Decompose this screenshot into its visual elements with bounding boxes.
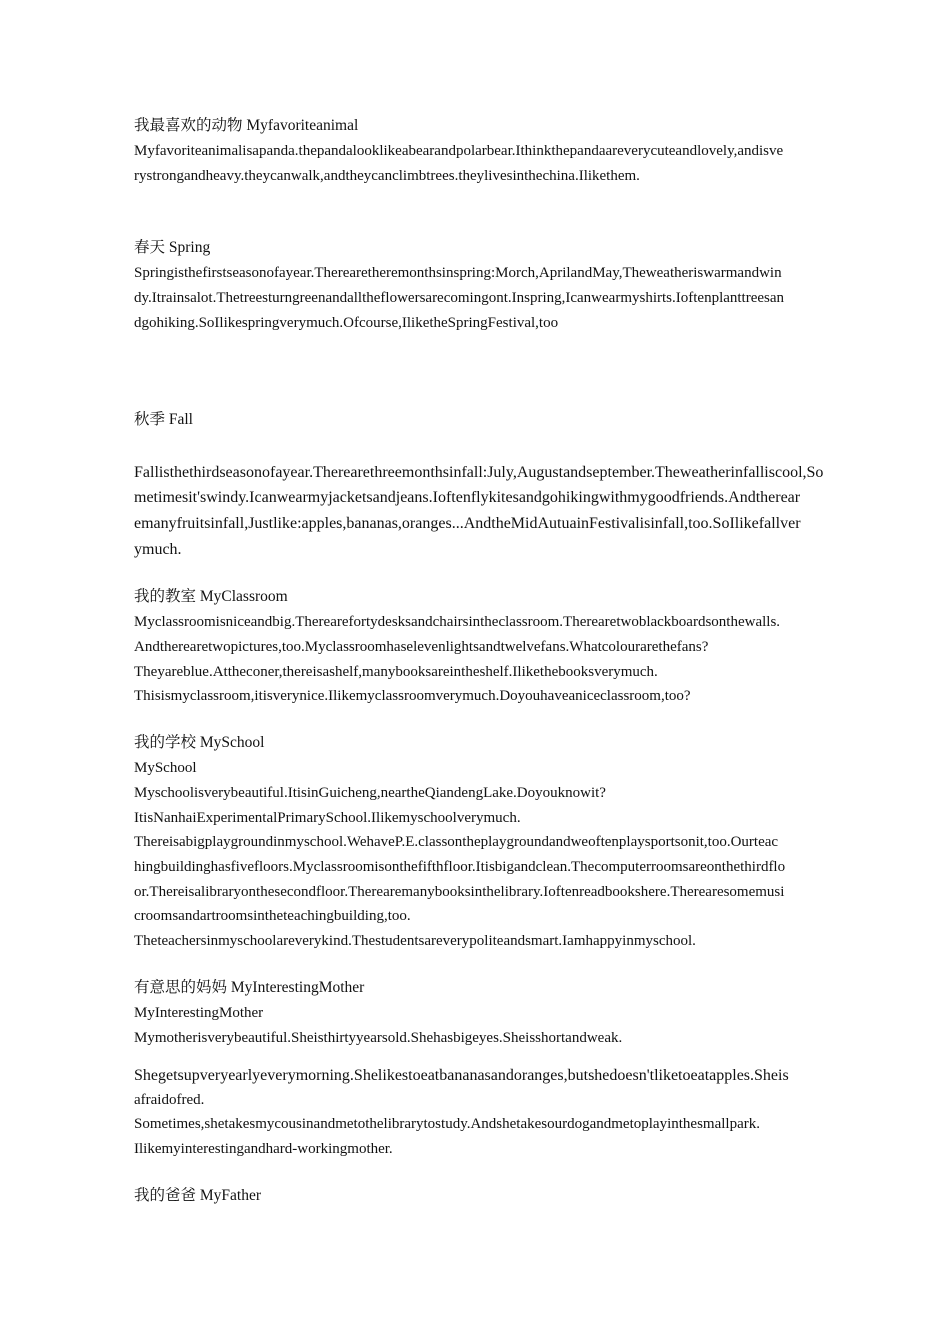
paragraph-line: Thereisabigplaygroundinmyschool.WehaveP.E.classontheplaygroundandweoftenplaysportsonit,too.Ourteac [134,834,779,850]
paragraph-line: dy.Itrainsalot.Thetreesturngreenandalltheflowersarecomingont.Inspring,Icanwearmyshirts.Ioftenplanttreesan [134,290,785,306]
paragraph-line: Springisthefirstseasonofayear.Therearetheremonthsinspring:Morch,AprilandMay,Theweatheriswarmandwin [134,265,782,281]
paragraph-line: Thisismyclassroom,itisverynice.Ilikemyclassroomverymuch.Doyouhaveaniceclassroom,too? [134,688,691,704]
paragraph-line: Theyareblue.Attheconer,thereisashelf,manybooksareintheshelf.Ilikethebooksverymuch. [134,664,658,680]
paragraph-line: Andtherearetwopictures,too.Myclassroomhaselevenlightsandtwelvefans.Whatcolourarethefans? [134,639,709,655]
paragraph-line: MySchool [134,760,197,776]
paragraph-line: MyInterestingMother [134,1005,264,1021]
section-title-favorite-animal: 我最喜欢的动物 Myfavoriteanimal [134,117,359,134]
paragraph-line: Theteachersinmyschoolareverykind.Thestudentsareverypoliteandsmart.Iamhappyinmyschool. [134,933,696,949]
section-title-fall: 秋季 Fall [134,411,193,428]
paragraph-line: Myfavoriteanimalisapanda.thepandalooklikeabearandpolarbear.Ithinkthepandaareverycuteandlovely,andisve [134,143,784,159]
paragraph-line: afraidofred. [134,1092,205,1108]
paragraph-line: Myschoolisverybeautiful.ItisinGuicheng,neartheQiandengLake.Doyouknowit? [134,785,606,801]
paragraph-line: ItisNanhaiExperimentalPrimarySchool.Ilikemyschoolverymuch. [134,810,521,826]
paragraph-line: Sometimes,shetakesmycousinandmetothelibrarytostudy.Andshetakesourdogandmetoplayinthesmallpark. [134,1116,760,1132]
paragraph-line: rystrongandheavy.theycanwalk,andtheycanclimbtrees.theylivesinthechina.Ilikethem. [134,168,640,184]
paragraph-line: Shegetsupveryearlyeverymorning.Shelikestoeatbananasandoranges,butshedoesn'tliketoeatapples.Sheis [134,1067,789,1084]
paragraph-line: emanyfruitsinfall,Justlike:apples,bananas,oranges...AndtheMidAutuainFestivalisinfall,too.SoIlikefallver [134,515,801,532]
section-title-classroom: 我的教室 MyClassroom [134,588,288,605]
paragraph-line: croomsandartroomsintheteachingbuilding,too. [134,908,411,924]
section-title-school: 我的学校 MySchool [134,734,265,751]
paragraph-line: Fallisthethirdseasonofayear.Therearethreemonthsinfall:July,Augustandseptember.Theweatherinfalliscool,So [134,464,824,481]
paragraph-line: Ilikemyinterestingandhard-workingmother. [134,1141,393,1157]
paragraph-line: Myclassroomisniceandbig.Therearefortydesksandchairsintheclassroom.Therearetwoblackboardsonthewalls. [134,614,781,630]
paragraph-line: dgohiking.SoIlikespringverymuch.Ofcourse,IliketheSpringFestival,too [134,315,559,331]
section-title-father: 我的爸爸 MyFather [134,1187,262,1204]
paragraph-line: or.Thereisalibraryonthesecondfloor.Therearemanybooksinthelibrary.Ioftenreadbookshere.Therearesomemusi [134,884,785,900]
paragraph-line: hingbuildinghasfivefloors.Myclassroomisonthefifthfloor.Itisbigandclean.Thecomputerroomsareonthethirdflo [134,859,786,875]
section-title-spring: 春天 Spring [134,239,211,256]
section-title-mother: 有意思的妈妈 MyInterestingMother [134,979,365,996]
paragraph-line: metimesit'swindy.Icanwearmyjacketsandjeans.Ioftenflykitesandgohikingwithmygoodfriends.Andtherear [134,489,801,506]
paragraph-line: ymuch. [134,541,182,558]
paragraph-line: Mymotherisverybeautiful.Sheisthirtyyearsold.Shehasbigeyes.Sheisshortandweak. [134,1030,623,1046]
